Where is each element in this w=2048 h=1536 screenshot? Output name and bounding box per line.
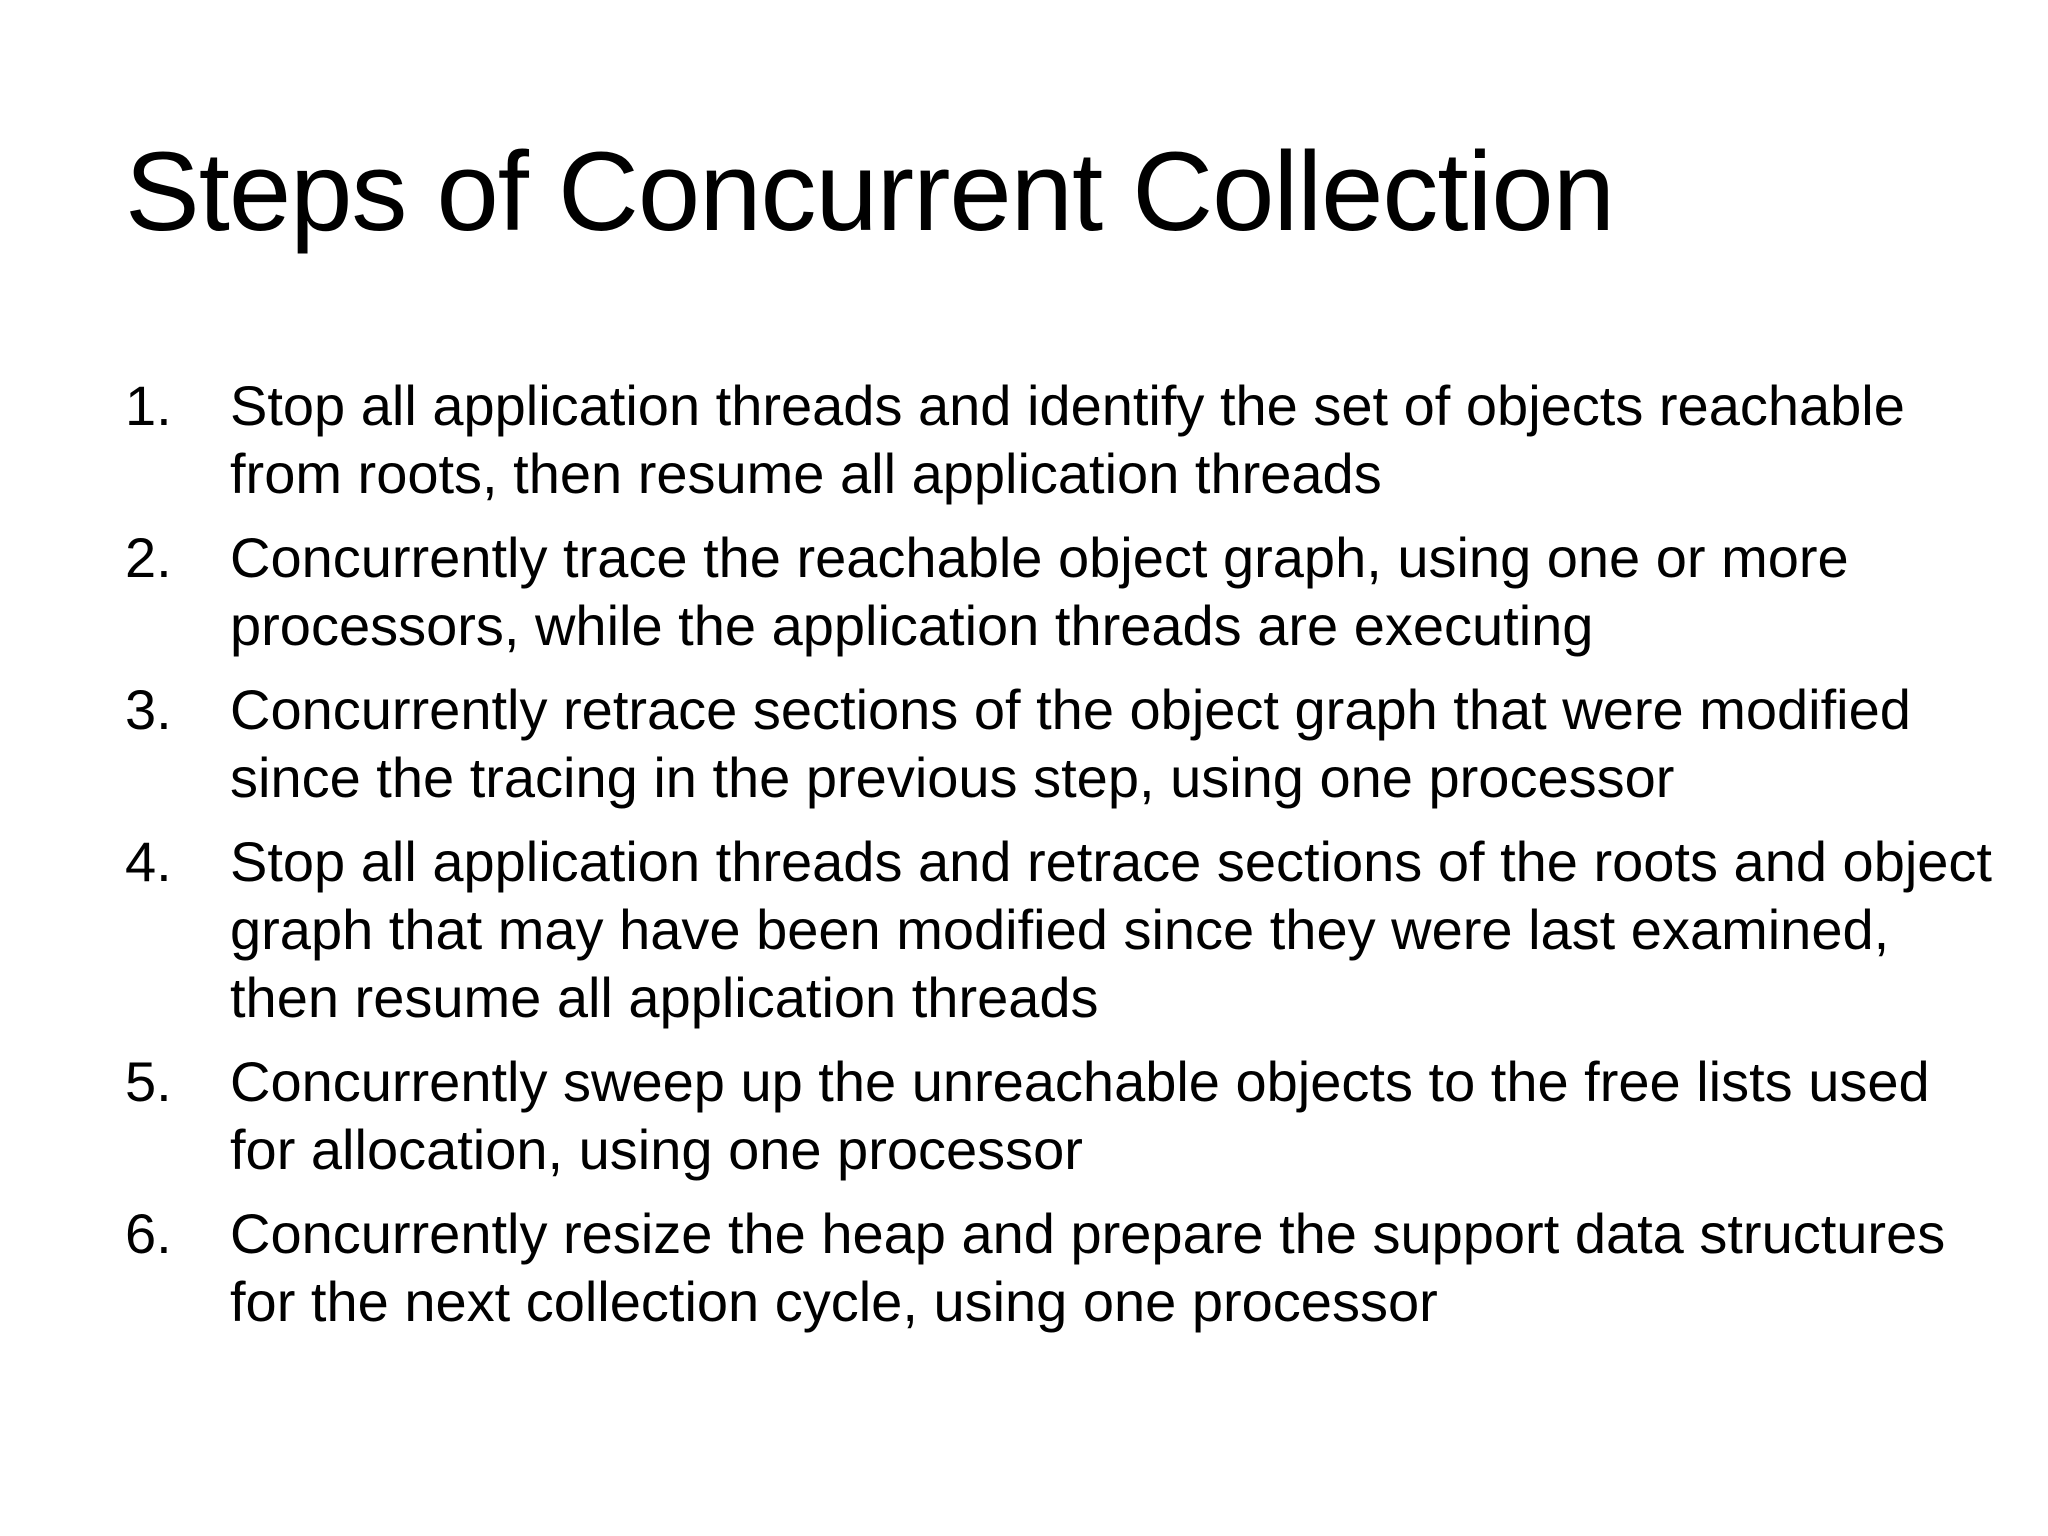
step-item-4 <box>125 828 2005 1032</box>
step-number: 2. <box>125 526 172 589</box>
slide-title: Steps of Concurrent Collection <box>125 129 1614 254</box>
step-item-3 <box>125 676 2005 812</box>
step-item-1 <box>125 372 2005 508</box>
steps-list <box>125 372 2005 1352</box>
step-item-5 <box>125 1048 2005 1184</box>
step-text: Stop all application threads and identify the set of objects reachable from roots, then resume all application threads <box>230 374 1905 505</box>
step-item-2 <box>125 524 2005 660</box>
step-number: 5. <box>125 1050 172 1113</box>
step-text: Concurrently resize the heap and prepare the support data structures for the next collection cycle, using one processor <box>230 1202 1946 1333</box>
step-text: Concurrently trace the reachable object graph, using one or more processors, while the application threads are executing <box>230 526 1849 657</box>
step-number: 1. <box>125 374 172 437</box>
step-number: 6. <box>125 1202 172 1265</box>
step-text: Concurrently retrace sections of the object graph that were modified since the tracing in the previous step, using one processor <box>230 678 1911 809</box>
step-item-6 <box>125 1200 2005 1336</box>
step-text: Concurrently sweep up the unreachable objects to the free lists used for allocation, using one processor <box>230 1050 1930 1181</box>
step-number: 4. <box>125 830 172 893</box>
step-number: 3. <box>125 678 172 741</box>
step-text: Stop all application threads and retrace sections of the roots and object graph that may have been modified since they were last examined, then resume all application threads <box>230 830 1992 1029</box>
